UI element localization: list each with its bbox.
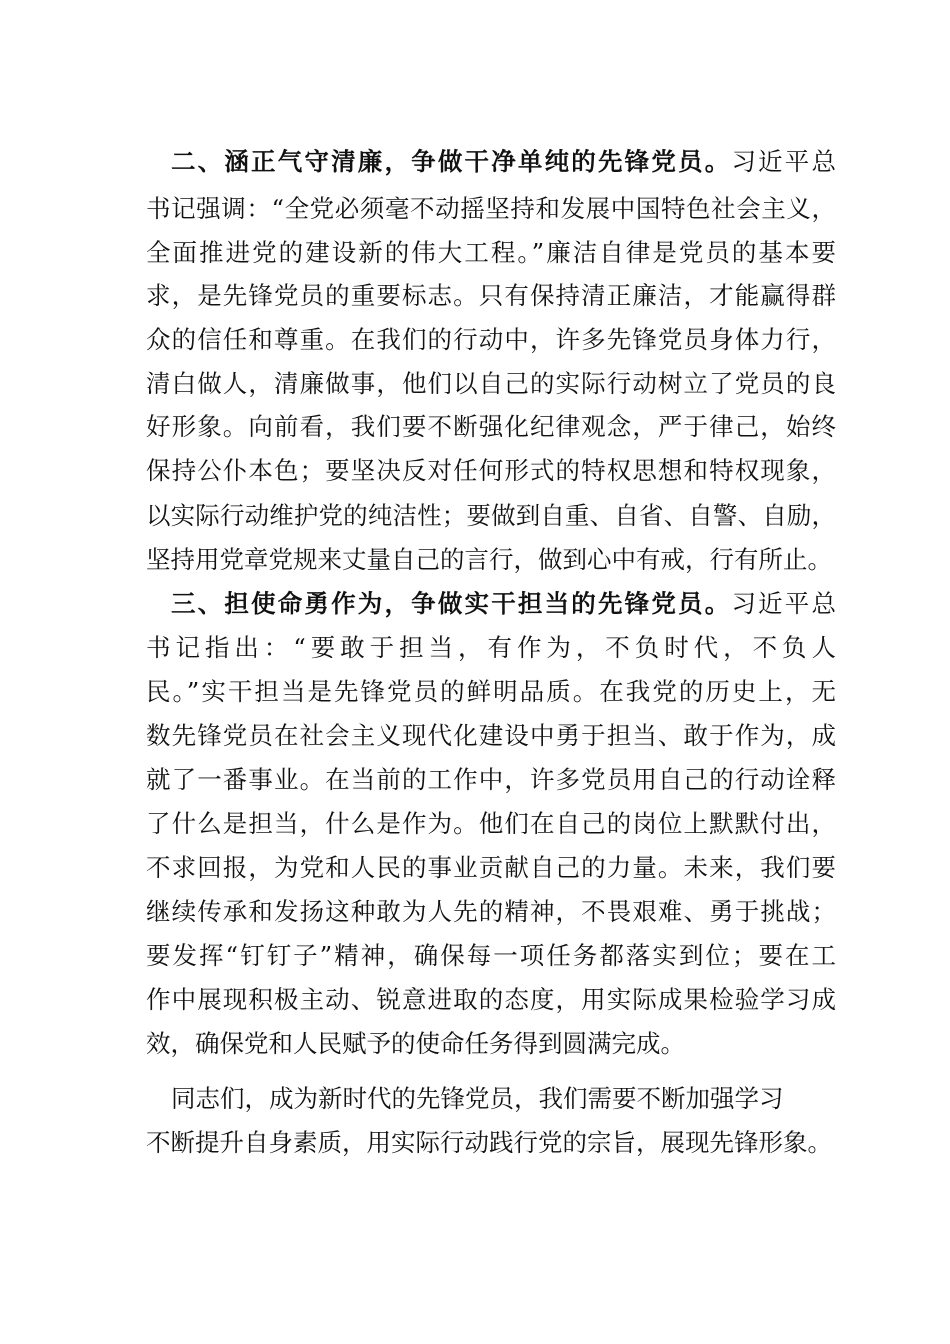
section3-line-1: 书记指出：“要敢于担当，有作为，不负时代，不负人	[146, 633, 836, 662]
section2-line-0: 习近平总	[731, 147, 836, 176]
section2-line-4: 众的信任和尊重。在我们的行动中，许多先锋党员身体力行，	[146, 325, 836, 354]
section3-line-8: 要发挥“钉钉子”精神，确保每一项任务都落实到位；要在工	[146, 941, 836, 970]
section2-heading: 二、涵正气守清廉，争做干净单纯的先锋党员。	[171, 147, 732, 176]
section3-line-4: 就了一番事业。在当前的工作中，许多党员用自己的行动诠释	[146, 765, 836, 794]
section2-line-6: 好形象。向前看，我们要不断强化纪律观念，严于律己，始终	[146, 412, 836, 441]
section3-line-2: 民。”实干担当是先锋党员的鲜明品质。在我党的历史上，无	[146, 677, 836, 706]
section2-line-9: 坚持用党章党规来丈量自己的言行，做到心中有戒，行有所止。	[146, 545, 832, 574]
closing-line-1: 不断提升自身素质，用实际行动践行党的宗旨，展现先锋形象。	[146, 1128, 832, 1157]
section3-heading: 三、担使命勇作为，争做实干担当的先锋党员。	[171, 589, 732, 618]
section3-line-6: 不求回报，为党和人民的事业贡献自己的力量。未来，我们要	[146, 853, 836, 882]
section3-line-9: 作中展现积极主动、锐意进取的态度，用实际成果检验学习成	[146, 985, 836, 1014]
section2-line-5: 清白做人，清廉做事，他们以自己的实际行动树立了党员的良	[146, 369, 836, 398]
section3-line-3: 数先锋党员在社会主义现代化建设中勇于担当、敢于作为，成	[146, 721, 836, 750]
section2-line-8: 以实际行动维护党的纯洁性；要做到自重、自省、自警、自励，	[146, 501, 836, 530]
section2-line-7: 保持公仆本色；要坚决反对任何形式的特权思想和特权现象，	[146, 456, 836, 485]
section3-line-5: 了什么是担当，什么是作为。他们在自己的岗位上默默付出，	[146, 809, 836, 838]
section2-line-1: 书记强调：“全党必须毫不动摇坚持和发展中国特色社会主义，	[146, 194, 836, 223]
section3-line-0: 习近平总	[731, 589, 836, 618]
closing-line-0: 同志们，成为新时代的先锋党员，我们需要不断加强学习	[171, 1084, 784, 1113]
section3-line-7: 继续传承和发扬这种敢为人先的精神，不畏艰难、勇于挑战；	[146, 897, 836, 926]
section2-first-line	[171, 142, 836, 182]
section2-line-3: 求，是先锋党员的重要标志。只有保持清正廉洁，才能赢得群	[146, 281, 836, 310]
section3-first-line	[171, 584, 836, 624]
section3-line-10: 效，确保党和人民赋予的使命任务得到圆满完成。	[146, 1029, 685, 1058]
section2-line-2: 全面推进党的建设新的伟大工程。”廉洁自律是党员的基本要	[146, 238, 836, 267]
